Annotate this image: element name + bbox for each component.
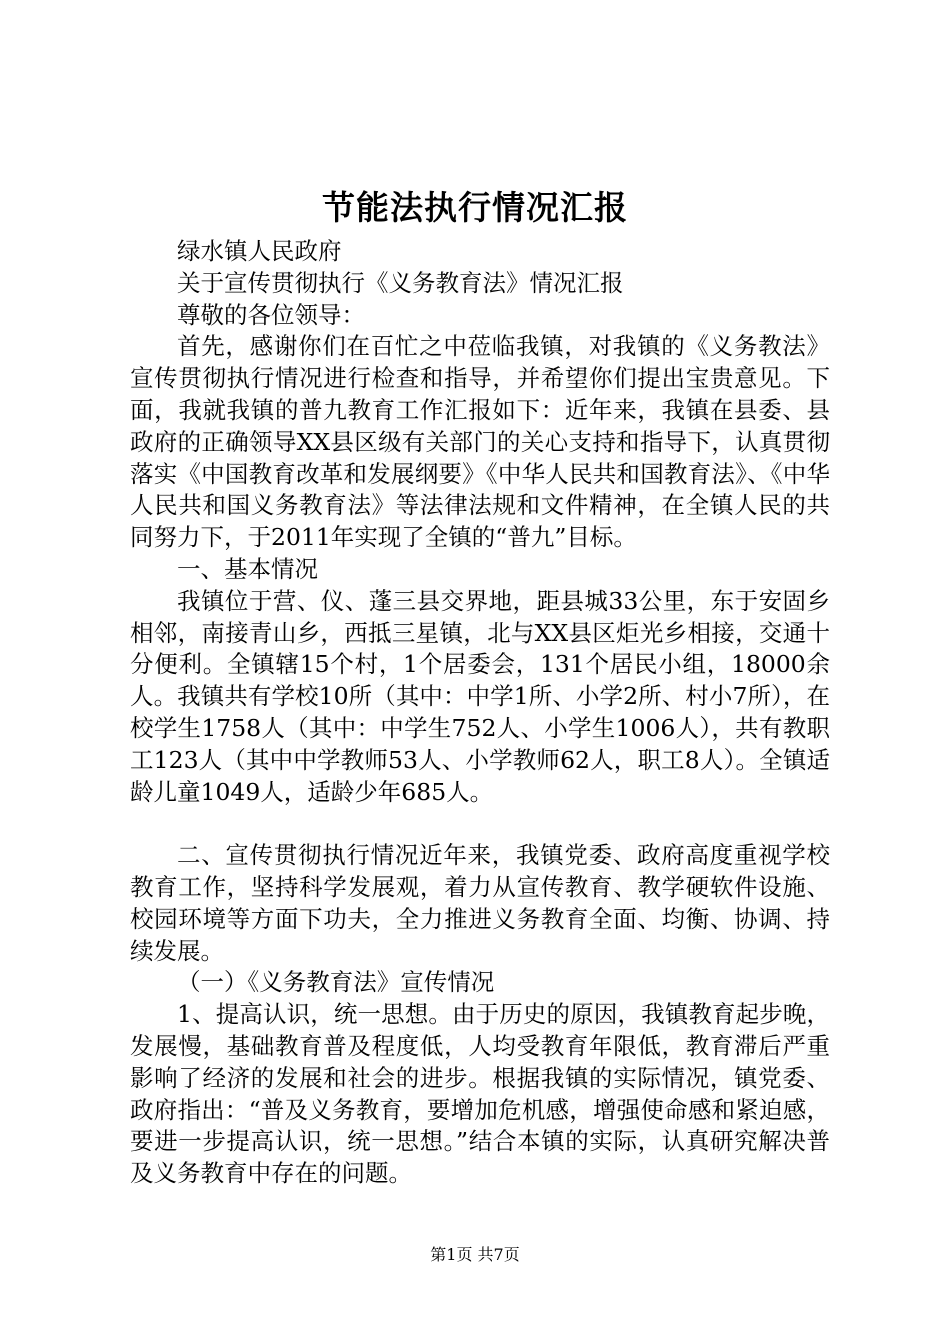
page-number-footer: 第1页 共7页 [430,1245,520,1264]
basic-info-paragraph: 我镇位于营、仪、蓬三县交界地，距县城33公里，东于安固乡相邻，南接青山乡，西抵三星镇，北与XX县区炬光乡相接，交通十分便利。全镇辖15个村，1个居委会，131个居民小组，18000余人。我镇共有学校10所（其中：中学1所、小学2所、村小7所），在校学生1758人（其中：中学生752人、小学生1006人），共有教职工123人（其中中学教师53人、小学教师62人，职工8人）。全镇适龄儿童1049人，适龄少年685人。 [130,586,830,806]
document-title: 节能法执行情况汇报 [322,188,628,227]
intro-paragraph: 首先，感谢你们在百忙之中莅临我镇，对我镇的《义务教法》宣传贯彻执行情况进行检查和指导，并希望你们提出宝贵意见。下面，我就我镇的普九教育工作汇报如下：近年来，我镇在县委、县政府的正确领导XX县区级有关部门的关心支持和指导下，认真贯彻落实《中国教育改革和发展纲要》《中华人民共和国教育法》、《中华人民共和国义务教育法》等法律法规和文件精神，在全镇人民的共同努力下，于2011年实现了全镇的“普九”目标。 [130,332,830,552]
report-subject-line: 关于宣传贯彻执行《义务教育法》情况汇报 [177,268,624,297]
section-heading-basic: 一、基本情况 [177,554,318,583]
implementation-paragraph: 二、宣传贯彻执行情况近年来，我镇党委、政府高度重视学校教育工作，坚持科学发展观，着力从宣传教育、教学硬软件设施、校园环境等方面下功夫，全力推进义务教育全面、均衡、协调、持续发展。 [130,841,830,965]
point-1-paragraph: 1、提高认识，统一思想。由于历史的原因，我镇教育起步晚，发展慢，基础教育普及程度低，人均受教育年限低，教育滞后严重影响了经济的发展和社会的进步。根据我镇的实际情况，镇党委、政府指出：“普及义务教育，要增加危机感，增强使命感和紧迫感，要进一步提高认识，统一思想。”结合本镇的实际，认真研究解决普及义务教育中存在的问题。 [130,1000,830,1188]
salutation: 尊敬的各位领导： [177,300,365,329]
issuer-line: 绿水镇人民政府 [177,237,342,265]
document-body [130,236,830,1190]
subsection-heading-publicity: （一）《义务教育法》宣传情况 [177,968,495,997]
